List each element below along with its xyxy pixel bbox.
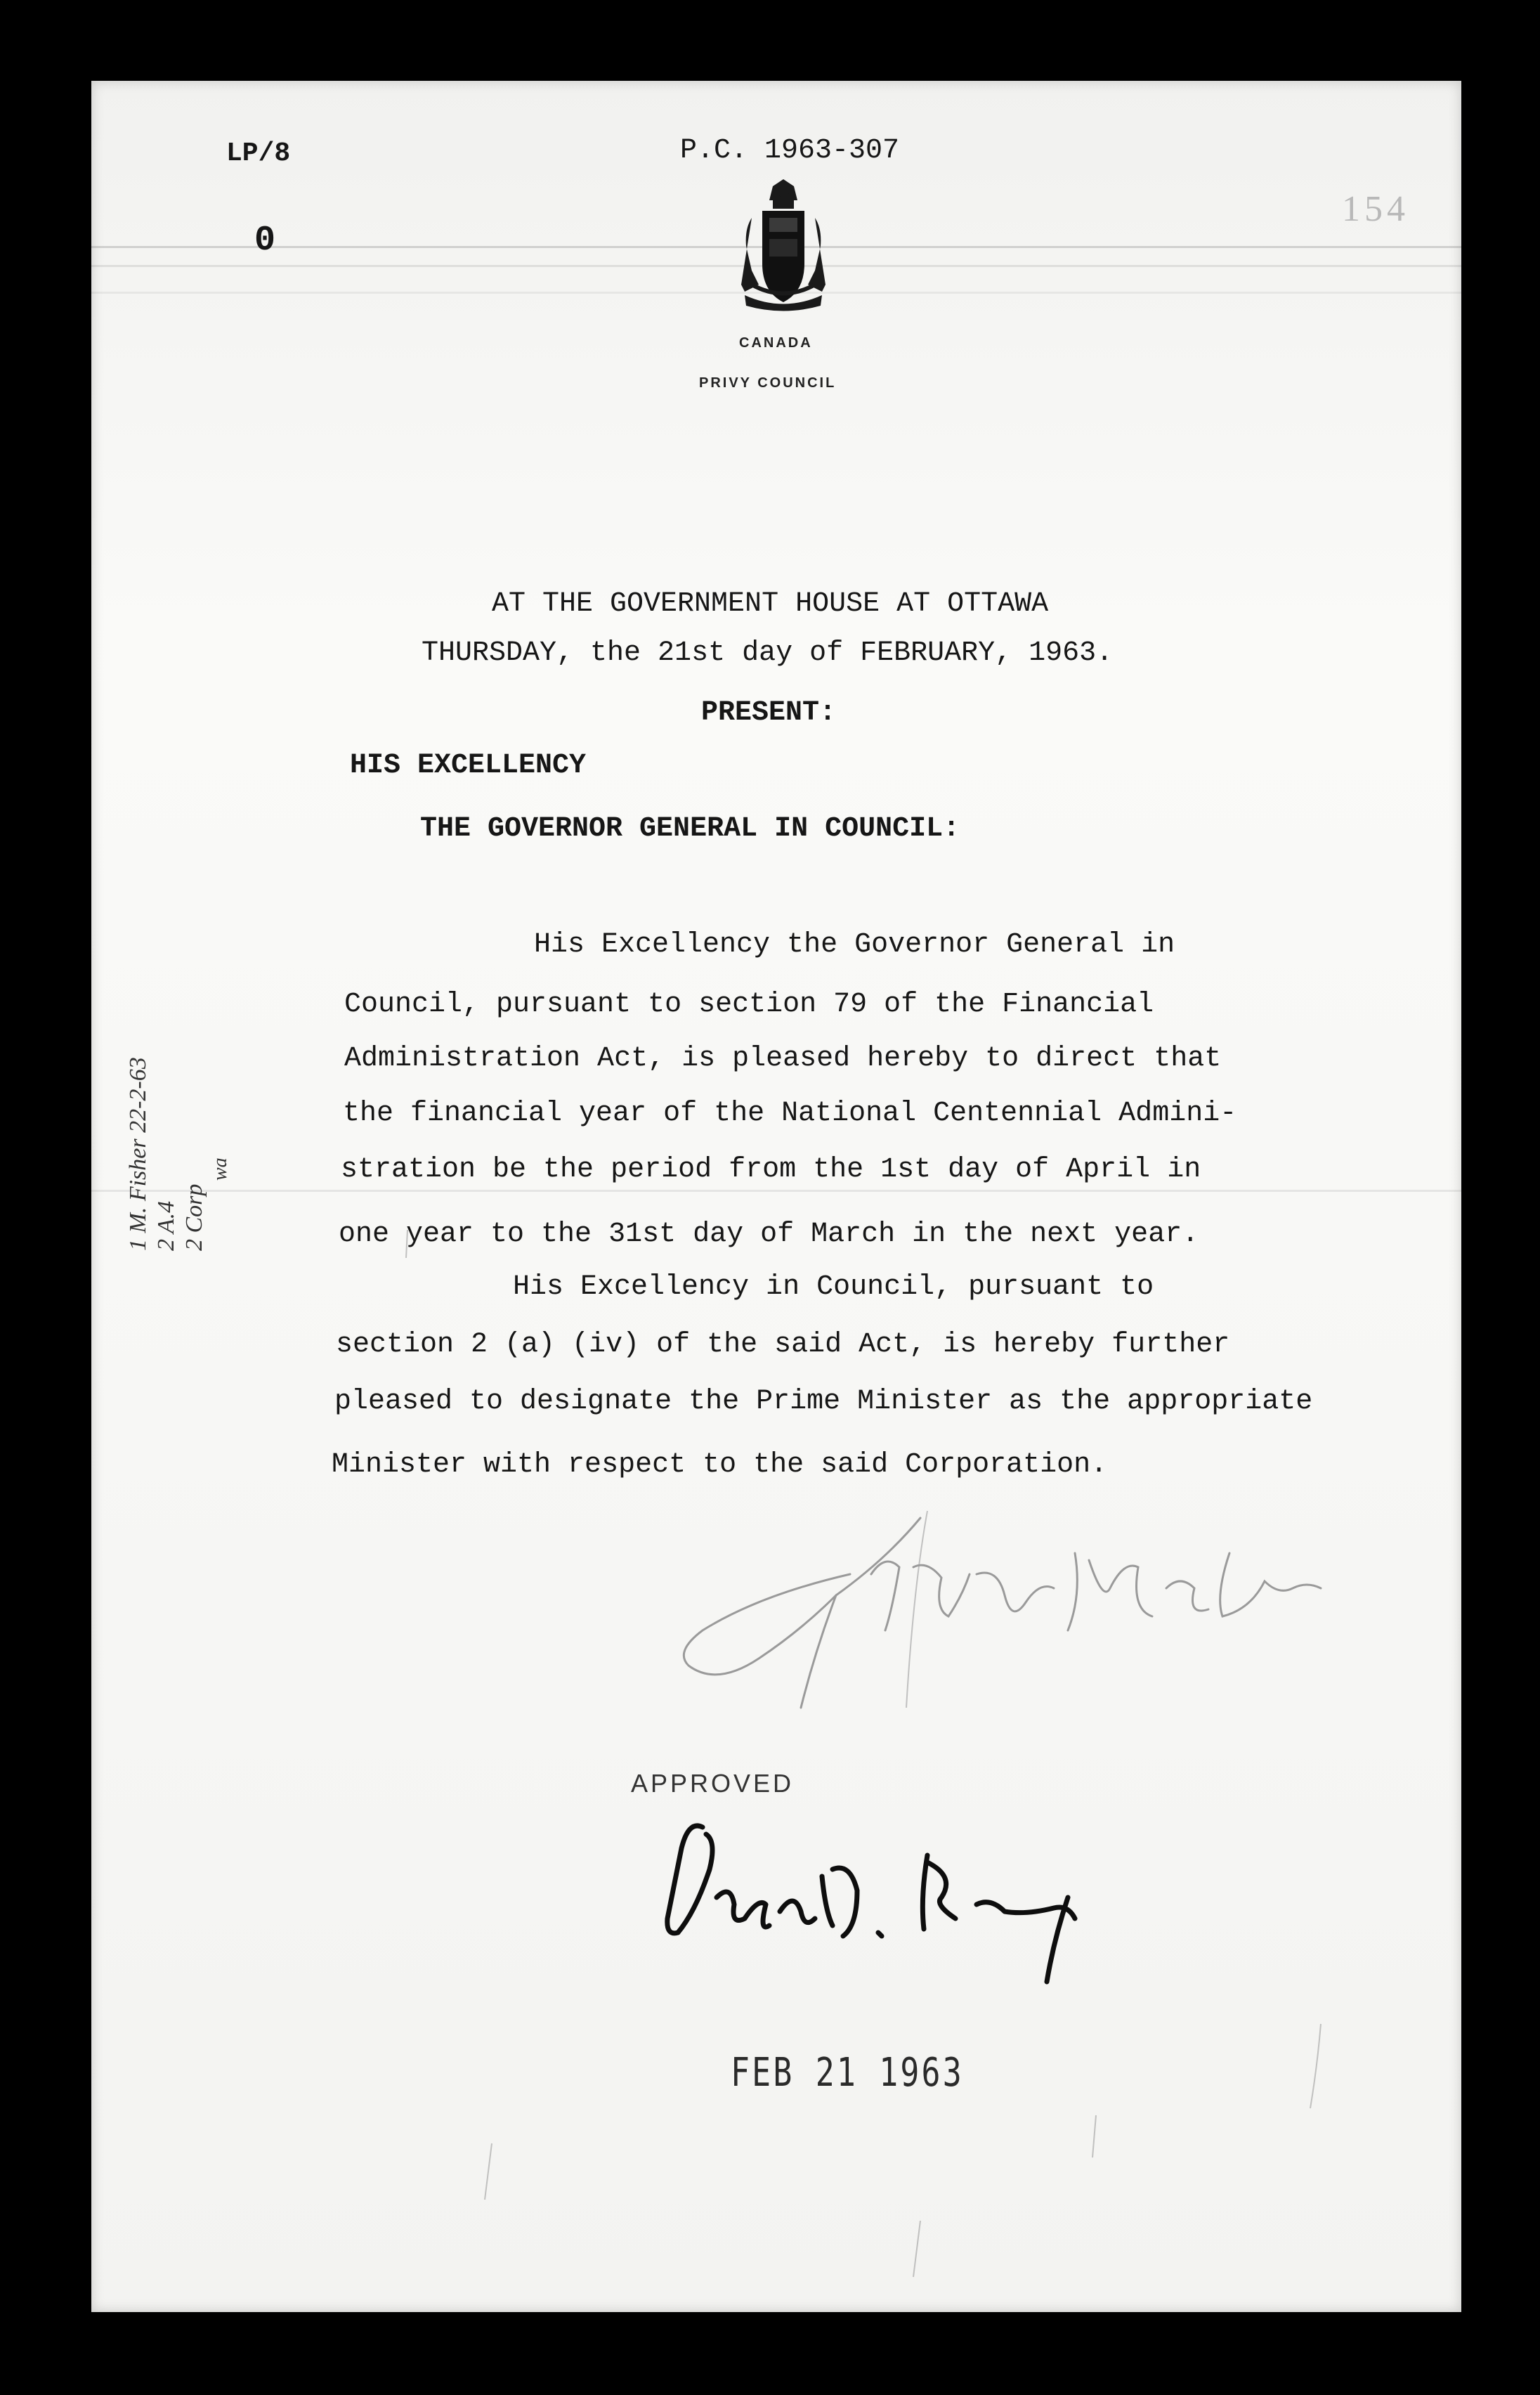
- page-number: 154: [1342, 189, 1409, 229]
- file-code: LP/8: [226, 138, 291, 169]
- place-line: AT THE GOVERNMENT HOUSE AT OTTAWA: [492, 588, 1049, 620]
- body-line: one year to the 31st day of March in the next year.: [339, 1219, 1199, 1250]
- margin-note: wa: [209, 1157, 231, 1181]
- country-label: CANADA: [739, 335, 813, 351]
- body-line: stration be the period from the 1st day of April in: [341, 1154, 1201, 1186]
- approved-label: APPROVED: [631, 1769, 795, 1798]
- body-line: His Excellency in Council, pursuant to: [513, 1271, 1154, 1303]
- margin-note: 1 M. Fisher 22-2-63: [125, 1057, 151, 1251]
- margin-note: 2 A.4: [153, 1200, 179, 1251]
- margin-mark: 0: [254, 221, 276, 261]
- body-line: Administration Act, is pleased hereby to direct that: [344, 1043, 1222, 1075]
- body-line: Minister with respect to the said Corporation.: [332, 1449, 1108, 1481]
- governor-label: THE GOVERNOR GENERAL IN COUNCIL:: [420, 813, 960, 845]
- body-line: pleased to designate the Prime Minister as the appropriate: [334, 1386, 1313, 1417]
- body-line: section 2 (a) (iv) of the said Act, is hereby further: [336, 1329, 1230, 1361]
- council-label: PRIVY COUNCIL: [699, 375, 837, 391]
- date-stamp: FEB 21 1963: [731, 2050, 964, 2096]
- present-label: PRESENT:: [701, 697, 837, 729]
- margin-note: 2 Corp: [181, 1183, 207, 1251]
- body-line: the financial year of the National Centennial Admini-: [343, 1098, 1237, 1129]
- excellency-label: HIS EXCELLENCY: [350, 750, 587, 781]
- body-line: His Excellency the Governor General in: [534, 929, 1175, 961]
- date-line: THURSDAY, the 21st day of FEBRUARY, 1963.: [422, 637, 1114, 669]
- order-number: P.C. 1963-307: [680, 135, 900, 167]
- body-line: Council, pursuant to section 79 of the Financial: [344, 989, 1154, 1020]
